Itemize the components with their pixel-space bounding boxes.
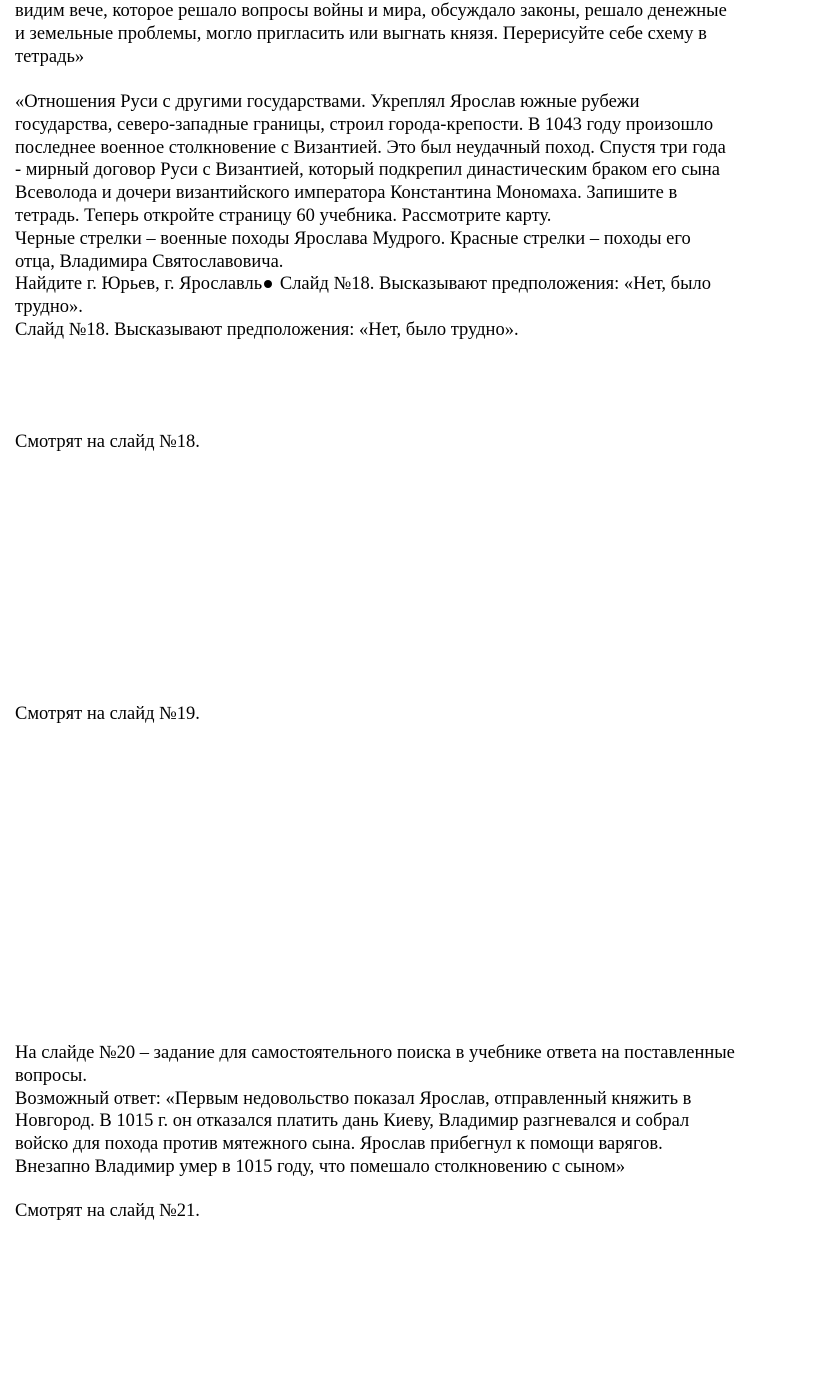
text-line: Смотрят на слайд №21. <box>15 1201 200 1221</box>
paragraph-relations <box>15 91 805 342</box>
text-line: Слайд №18. Высказывают предположения: «Нет, было трудно». <box>15 319 519 340</box>
text-line: отца, Владимира Святославовича. <box>15 251 284 272</box>
text-line: Всеволода и дочери византийского императора Константина Мономаха. Запишите в <box>15 183 678 204</box>
text-line: Смотрят на слайд №18. <box>15 432 200 452</box>
text-line: Новгород. В 1015 г. он отказался платить дань Киеву, Владимир разгневался и собрал <box>15 1111 690 1132</box>
text-line: государства, северо-западные границы, строил города-крепости. В 1043 году произошло <box>15 114 714 135</box>
paragraph-watch-19 <box>15 703 805 726</box>
text-line: вопросы. <box>15 1065 87 1086</box>
paragraph-watch-21 <box>15 1200 805 1223</box>
find-text-after: Слайд №18. Высказывают предположения: «Нет, было <box>275 274 711 295</box>
text-line: «Отношения Руси с другими государствами. Укреплял Ярослав южные рубежи <box>15 92 640 112</box>
text-line: - мирный договор Руси с Византией, который подкрепил династическим браком его сына <box>15 160 721 181</box>
text-line: Возможный ответ: «Первым недовольство показал Ярослав, отправленный княжить в <box>15 1088 692 1109</box>
paragraph-slide-20 <box>15 1042 805 1179</box>
find-text-before: Найдите г. Юрьев, г. Ярославль <box>15 274 263 295</box>
bullet-icon <box>264 280 272 288</box>
text-line: войско для похода против мятежного сына. Ярослав прибегнул к помощи варягов. <box>15 1134 663 1155</box>
text-line: Внезапно Владимир умер в 1015 году, что помешало столкновению с сыном» <box>15 1156 626 1177</box>
text-line: Смотрят на слайд №19. <box>15 704 200 724</box>
text-line: тетрадь» <box>15 46 85 67</box>
text-line: трудно». <box>15 297 83 318</box>
text-line: и земельные проблемы, могло пригласить или выгнать князя. Перерисуйте себе схему в <box>15 23 707 44</box>
find-line <box>15 273 805 296</box>
text-line: видим вече, которое решало вопросы войны и мира, обсуждало законы, решало денежные <box>15 1 727 21</box>
text-line: последнее военное столкновение с Византией. Это был неудачный поход. Спустя три года <box>15 137 726 158</box>
text-line: На слайде №20 – задание для самостоятельного поиска в учебнике ответа на поставленные <box>15 1043 735 1063</box>
text-line: Черные стрелки – военные походы Ярослава Мудрого. Красные стрелки – походы его <box>15 228 691 249</box>
text-line: тетрадь. Теперь откройте страницу 60 учебника. Рассмотрите карту. <box>15 205 552 226</box>
paragraph-watch-18 <box>15 431 805 454</box>
paragraph-veche <box>15 0 805 68</box>
